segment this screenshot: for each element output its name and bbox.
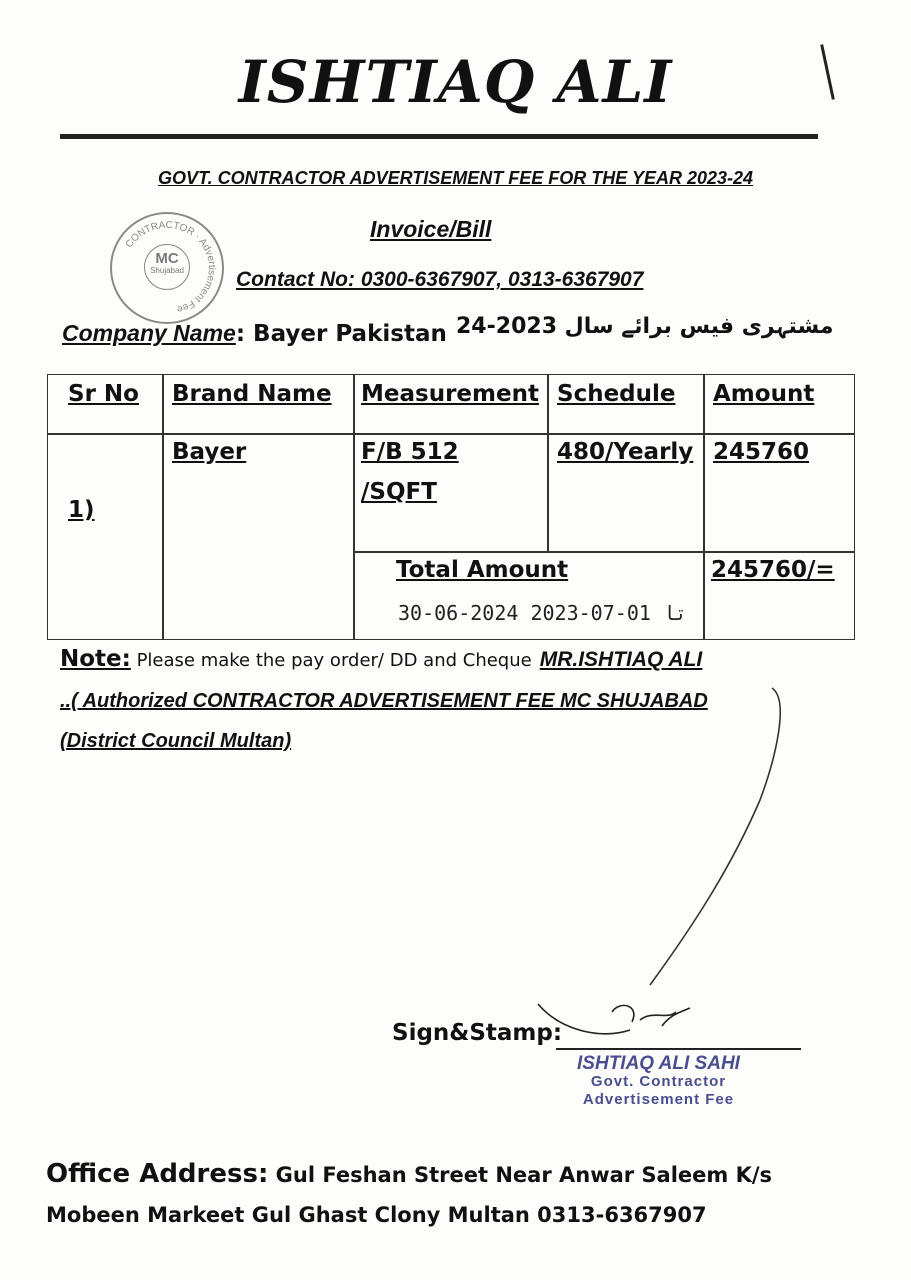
cell-brand: Bayer (172, 439, 247, 465)
cell-sr-no: 1) (68, 497, 95, 523)
note-label: Note: (60, 646, 131, 672)
fee-period: 30-06-2024 تا 01-07-2023 (398, 601, 688, 625)
stamp-ring-text: CONTRACTOR · Advertisement Fee (123, 219, 218, 315)
contact-numbers: Contact No: 0300-6367907, 0313-6367907 (236, 268, 644, 291)
total-amount-label: Total Amount (396, 557, 569, 583)
document-title: ISHTIAQ ALI (238, 48, 673, 116)
col-header-brand-name: Brand Name (172, 381, 332, 407)
office-address-text: Gul Feshan Street Near Anwar Saleem K/s (268, 1163, 773, 1187)
office-address-line1 (46, 1154, 772, 1195)
col-header-amount: Amount (713, 381, 815, 407)
sign-stamp-label: Sign&Stamp: (392, 1020, 563, 1046)
document-subtitle: GOVT. CONTRACTOR ADVERTISEMENT FEE FOR THE YEAR 2023-24 (157, 168, 754, 188)
company-name-label: Company Name (62, 320, 236, 346)
total-amount-value: 245760/= (711, 557, 835, 583)
cell-amount: 245760 (713, 439, 810, 465)
company-name-value: : Bayer Pakistan (235, 321, 447, 347)
col-header-schedule: Schedule (557, 381, 676, 407)
cell-schedule: 480/Yearly (557, 439, 694, 465)
cell-measurement-line1: F/B 512 (361, 439, 459, 465)
district-line: (District Council Multan) (60, 730, 292, 752)
signature-line (556, 1048, 801, 1050)
stamp-title: Govt. Contractor (590, 1073, 727, 1090)
note-text: Please make the pay order/ DD and Cheque (130, 650, 532, 671)
stamp-mc-text: MC (155, 250, 179, 267)
urdu-fee-note: مشتہری فیس برائے سال 2023-24 (456, 314, 834, 339)
authorization-line: ..( Authorized CONTRACTOR ADVERTISEMENT FEE MC SHUJABAD (60, 690, 708, 712)
stamp-subtitle: Advertisement Fee (582, 1091, 735, 1108)
office-address-line2: Mobeen Markeet Gul Ghast Clony Multan 0313-6367907 (46, 1203, 707, 1227)
stamp-name: ISHTIAQ ALI SAHI (577, 1053, 740, 1074)
contractor-stamp (556, 1055, 761, 1109)
office-address (46, 1154, 772, 1235)
col-header-sr-no: Sr No (68, 381, 139, 407)
pen-stroke-icon (650, 688, 780, 985)
invoice-heading: Invoice/Bill (370, 216, 492, 242)
office-address-label: Office Address: (46, 1159, 269, 1189)
stamp-town-text: Shujabad (150, 266, 184, 275)
col-header-measurement: Measurement (361, 381, 539, 407)
note-payee: MR.ISHTIAQ ALI (539, 648, 703, 671)
cell-measurement-line2: /SQFT (361, 479, 437, 505)
